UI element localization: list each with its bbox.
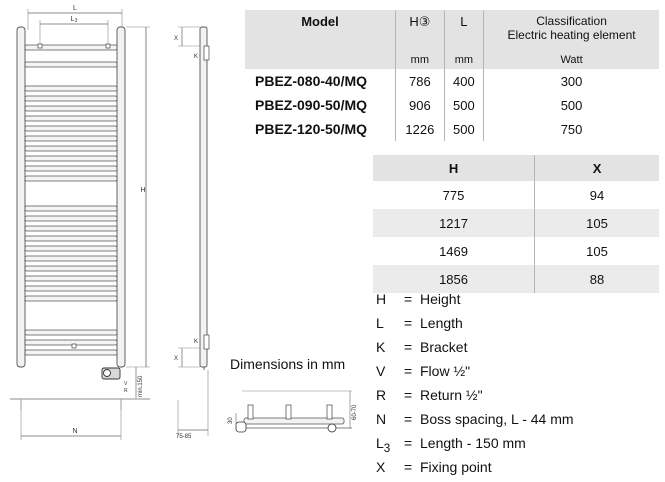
towel-bar bbox=[25, 216, 117, 221]
dim-label-side-depth: 75-85 bbox=[176, 434, 192, 440]
bracket-top bbox=[204, 46, 209, 60]
table-row bbox=[373, 209, 659, 237]
bracket-mark-top-left bbox=[38, 44, 42, 48]
classification-header-line2: Electric heating element bbox=[507, 28, 636, 42]
dim-label-l3: L3 bbox=[70, 16, 78, 24]
legend-item bbox=[376, 458, 574, 482]
classification-header-line1: Classification bbox=[536, 14, 607, 28]
legend-equals: = bbox=[404, 363, 413, 379]
towel-bar bbox=[25, 266, 117, 271]
h-unit: mm bbox=[396, 50, 445, 69]
towel-bar bbox=[25, 286, 117, 291]
table-row bbox=[245, 117, 659, 141]
towel-bars bbox=[25, 45, 117, 355]
legend-symbol: L bbox=[376, 315, 384, 331]
legend-item bbox=[376, 290, 574, 314]
legend-item bbox=[376, 410, 574, 434]
legend-description: Boss spacing, L - 44 mm bbox=[420, 411, 574, 427]
left-rail bbox=[17, 27, 25, 367]
towel-bar bbox=[25, 350, 117, 355]
watt-cell: 500 bbox=[560, 97, 583, 113]
legend-item bbox=[376, 386, 574, 410]
legend-description: Flow ½" bbox=[420, 363, 471, 379]
towel-bar bbox=[25, 226, 117, 231]
legend-equals: = bbox=[404, 435, 413, 451]
legend-equals: = bbox=[404, 291, 413, 307]
l-header: L bbox=[444, 10, 483, 50]
l-cell: 400 bbox=[444, 69, 483, 93]
towel-bar bbox=[25, 116, 117, 121]
towel-bar bbox=[25, 296, 117, 301]
legend-description: Return ½" bbox=[420, 387, 483, 403]
legend bbox=[376, 290, 574, 482]
legend-symbol: V bbox=[376, 363, 386, 379]
legend-symbol: $L_3$ bbox=[376, 435, 391, 455]
table-row bbox=[245, 93, 659, 117]
dim-label-top-height: 30 bbox=[228, 417, 234, 424]
towel-bar bbox=[25, 206, 117, 211]
top-view-knob bbox=[236, 422, 246, 432]
table-row bbox=[245, 69, 659, 93]
label-x-top: X bbox=[173, 36, 179, 42]
towel-bar bbox=[25, 276, 117, 281]
dim-label-n: N bbox=[72, 428, 78, 435]
legend-description: Height bbox=[420, 291, 461, 307]
legend-symbol: X bbox=[376, 459, 386, 475]
hx-h-cell: 775 bbox=[373, 181, 535, 209]
hx-h-cell: 1217 bbox=[373, 209, 535, 237]
label-k-top: K bbox=[193, 54, 198, 60]
dimensions-caption: Dimensions in mm bbox=[230, 356, 346, 372]
label-x-bottom: X bbox=[173, 356, 179, 362]
legend-equals: = bbox=[404, 315, 413, 331]
legend-item bbox=[376, 362, 574, 386]
hx-h-cell: 1469 bbox=[373, 237, 535, 265]
hx-x-cell: 94 bbox=[535, 181, 659, 209]
right-rail bbox=[117, 27, 125, 367]
h-header: H③ bbox=[396, 10, 445, 50]
hx-h-cell: 1856 bbox=[373, 265, 535, 293]
classification-header bbox=[484, 10, 659, 50]
classification-unit: Watt bbox=[484, 50, 659, 69]
towel-bar bbox=[25, 62, 117, 67]
model-table bbox=[245, 10, 659, 141]
l-unit: mm bbox=[444, 50, 483, 69]
legend-symbol: R bbox=[376, 387, 387, 403]
towel-bar bbox=[25, 126, 117, 131]
label-r: R bbox=[124, 388, 128, 394]
legend-equals: = bbox=[404, 387, 413, 403]
legend-description: Bracket bbox=[420, 339, 468, 355]
legend-symbol: H bbox=[376, 291, 387, 307]
towel-bar bbox=[25, 146, 117, 151]
towel-bar bbox=[25, 176, 117, 181]
legend-description: Length bbox=[420, 315, 463, 331]
legend-item bbox=[376, 338, 574, 362]
towel-bar bbox=[25, 330, 117, 335]
towel-bar bbox=[25, 96, 117, 101]
l-cell: 500 bbox=[444, 117, 483, 141]
table-row bbox=[373, 265, 659, 293]
table-row bbox=[373, 237, 659, 265]
towel-bar bbox=[25, 166, 117, 171]
dim-label-l: L bbox=[73, 5, 77, 12]
table-row bbox=[373, 181, 659, 209]
label-v: V bbox=[124, 381, 128, 387]
legend-description: Fixing point bbox=[420, 459, 492, 475]
legend-equals: = bbox=[404, 459, 413, 475]
legend-equals: = bbox=[404, 411, 413, 427]
towel-bar bbox=[25, 136, 117, 141]
heating-element-knob bbox=[104, 370, 111, 377]
hx-x-cell: 105 bbox=[535, 209, 659, 237]
l-cell: 500 bbox=[444, 93, 483, 117]
hx-x-cell: 105 bbox=[535, 237, 659, 265]
dim-label-top-depth: 60-70 bbox=[352, 404, 358, 420]
bracket-bottom bbox=[204, 335, 209, 349]
label-k-bottom: K bbox=[193, 339, 198, 345]
bracket-mark-bottom bbox=[72, 344, 76, 348]
watt-cell: 750 bbox=[560, 121, 583, 137]
bracket-mark-top-right bbox=[106, 44, 110, 48]
towel-bar bbox=[25, 156, 117, 161]
dim-label-h: H bbox=[140, 187, 146, 194]
legend-item bbox=[376, 314, 574, 338]
model-unit bbox=[245, 50, 396, 69]
towel-bar bbox=[25, 246, 117, 251]
hx-x-header: X bbox=[535, 155, 659, 181]
model-cell: PBEZ-080-40/MQ bbox=[245, 69, 396, 93]
legend-description: Length - 150 mm bbox=[420, 435, 526, 451]
hx-table bbox=[373, 155, 659, 293]
side-rail bbox=[200, 27, 207, 367]
dim-label-min150: min.150 bbox=[138, 375, 144, 397]
model-cell: PBEZ-120-50/MQ bbox=[245, 117, 396, 141]
model-cell: PBEZ-090-50/MQ bbox=[245, 93, 396, 117]
model-header: Model bbox=[245, 10, 396, 50]
hx-x-cell: 88 bbox=[535, 265, 659, 293]
towel-bar bbox=[25, 106, 117, 111]
side-view-drawing bbox=[160, 0, 220, 456]
front-view-drawing bbox=[0, 0, 160, 456]
legend-symbol: N bbox=[376, 411, 387, 427]
towel-bar bbox=[25, 236, 117, 241]
towel-bar bbox=[25, 86, 117, 91]
h-cell: 1226 bbox=[396, 117, 445, 141]
legend-symbol: K bbox=[376, 339, 386, 355]
top-view-drawing bbox=[222, 378, 362, 448]
hx-h-header: H bbox=[373, 155, 535, 181]
towel-bar bbox=[25, 340, 117, 345]
h-cell: 786 bbox=[396, 69, 445, 93]
h-cell: 906 bbox=[396, 93, 445, 117]
legend-item bbox=[376, 434, 574, 458]
legend-equals: = bbox=[404, 339, 413, 355]
towel-bar bbox=[25, 256, 117, 261]
watt-cell: 300 bbox=[560, 73, 583, 89]
